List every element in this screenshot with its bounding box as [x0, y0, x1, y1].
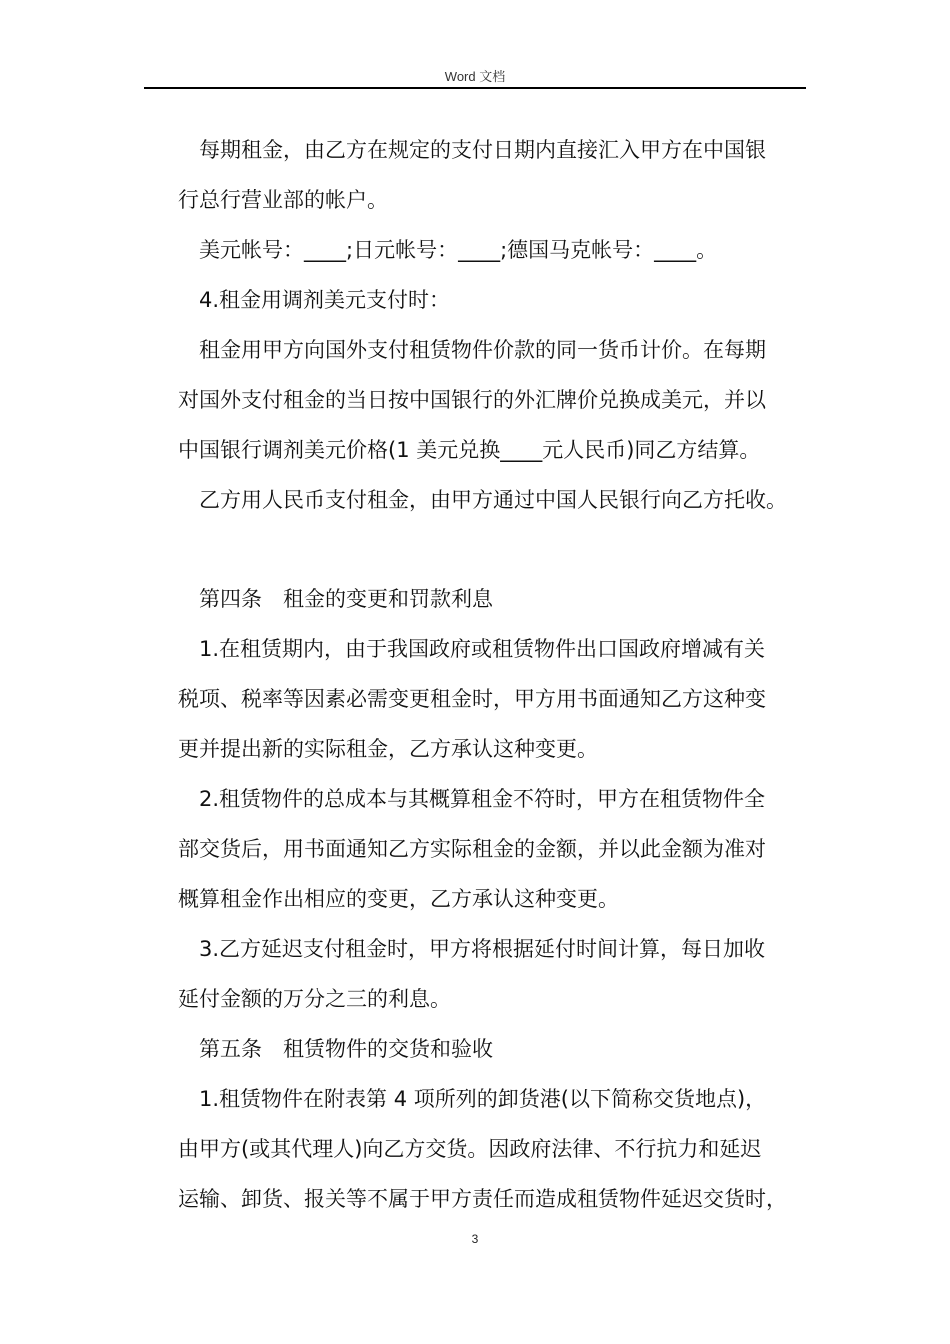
- paragraph-line: 对国外支付租金的当日按中国银行的外汇牌价兑换成美元，并以: [178, 388, 766, 412]
- paragraph-line: 租金用甲方向国外支付租赁物件价款的同一货币计价。在每期: [199, 338, 766, 362]
- paragraph-line: 部交货后，用书面通知乙方实际租金的金额，并以此金额为准对: [178, 837, 766, 861]
- section-heading: 第四条 租金的变更和罚款利息: [199, 587, 493, 611]
- paragraph-line: 延付金额的万分之三的利息。: [178, 987, 451, 1011]
- paragraph-line: 由甲方(或其代理人)向乙方交货。因政府法律、不行抗力和延迟: [178, 1137, 762, 1161]
- header-divider: [144, 87, 806, 89]
- paragraph-line: 3.乙方延迟支付租金时，甲方将根据延付时间计算，每日加收: [199, 937, 766, 961]
- paragraph-line: 中国银行调剂美元价格(1 美元兑换____元人民币)同乙方结算。: [178, 438, 761, 462]
- paragraph-line: 概算租金作出相应的变更，乙方承认这种变更。: [178, 887, 619, 911]
- paragraph-line: 乙方用人民币支付租金，由甲方通过中国人民银行向乙方托收。: [199, 488, 787, 512]
- paragraph-line: 行总行营业部的帐户。: [178, 188, 388, 212]
- paragraph-line: 2.租赁物件的总成本与其概算租金不符时，甲方在租赁物件全: [199, 787, 766, 811]
- paragraph-line: 1.在租赁期内，由于我国政府或租赁物件出口国政府增减有关: [199, 637, 766, 661]
- paragraph-line: 每期租金，由乙方在规定的支付日期内直接汇入甲方在中国银: [199, 138, 766, 162]
- section-heading: 第五条 租赁物件的交货和验收: [199, 1037, 493, 1061]
- paragraph-line: 美元帐号：____;日元帐号：____;德国马克帐号：____。: [199, 238, 718, 262]
- paragraph-line: 4.租金用调剂美元支付时：: [199, 288, 451, 312]
- page-header: Word 文档: [444, 69, 506, 84]
- paragraph-line: 运输、卸货、报关等不属于甲方责任而造成租赁物件延迟交货时，: [178, 1187, 787, 1211]
- paragraph-line: 税项、税率等因素必需变更租金时，甲方用书面通知乙方这种变: [178, 687, 766, 711]
- paragraph-line: 更并提出新的实际租金，乙方承认这种变更。: [178, 737, 598, 761]
- paragraph-line: 1.租赁物件在附表第 4 项所列的卸货港(以下简称交货地点)，: [199, 1087, 767, 1111]
- page-number: 3: [471, 1232, 479, 1246]
